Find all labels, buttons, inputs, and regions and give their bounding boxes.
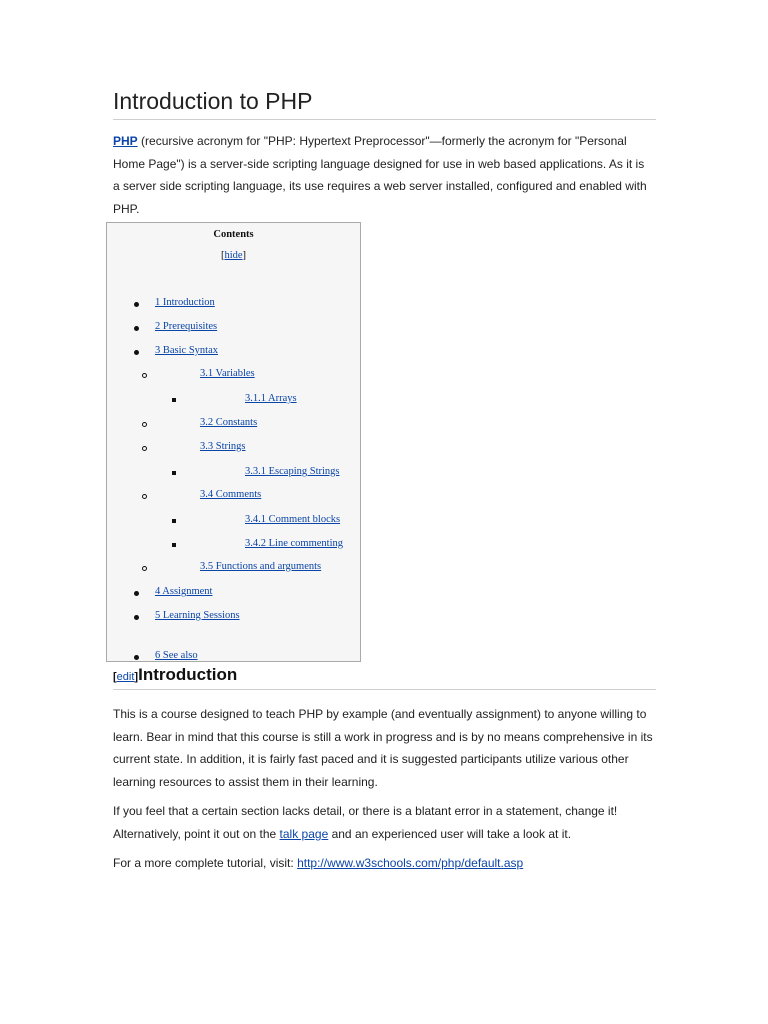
toc-item-link[interactable]: 3.4.1 Comment blocks — [245, 514, 341, 525]
toc-bullet-icon — [134, 615, 139, 620]
para2-text-before: If you feel that a certain section lacks detail, or there is a blatant error in a statement, change it! Alternatively, point it out on the — [113, 804, 618, 841]
toc-item-link[interactable]: 3.3 Strings — [200, 441, 246, 452]
toc-bullet-icon — [172, 519, 176, 523]
toc-title: Contents — [213, 229, 254, 240]
toc-item-link[interactable]: 3.2 Constants — [200, 417, 258, 428]
page-title: Introduction to PHP — [113, 88, 656, 120]
toc-bullet-icon — [134, 302, 139, 307]
lead-paragraph — [113, 130, 653, 221]
toc-hide-close: ] — [242, 250, 247, 261]
lead-text: (recursive acronym for "PHP: Hypertext Preprocessor"—formerly the acronym for "Personal Home Page") is a server-side scripting language designed for use in web based applications. As it is a server side scripting language, its use requires a web server installed, configured and enabled with PHP. — [113, 134, 647, 217]
toc-item-link[interactable]: 5 Learning Sessions — [155, 610, 240, 621]
intro-paragraph-3 — [113, 852, 655, 875]
php-link[interactable]: PHP — [113, 134, 138, 148]
intro-paragraph-1: This is a course designed to teach PHP by example (and eventually assignment) to anyone willing to learn. Bear in mind that this course is still a work in progress and is by no means comprehensive in its current state. In addition, it is fairly fast paced and it is suggested participants utilize various other learning resources to assist them in their learning. — [113, 707, 653, 790]
toc-bullet-icon — [134, 655, 139, 660]
toc-hide-link[interactable]: hide — [224, 250, 243, 261]
toc-item-link[interactable]: 3.4 Comments — [200, 489, 262, 500]
toc-bullet-icon — [172, 543, 176, 547]
toc-item-link[interactable]: 3.1 Variables — [200, 368, 255, 379]
para2-text-after: and an experienced user will take a look at it. — [328, 826, 572, 841]
toc-item-link[interactable]: 3.4.2 Line commenting — [245, 538, 343, 549]
edit-close: ] — [134, 671, 139, 683]
para3-text-before: For a more complete tutorial, visit: — [113, 856, 298, 870]
toc-bullet-icon — [142, 494, 147, 499]
toc-item-link[interactable]: 1 Introduction — [155, 297, 215, 308]
toc-item-link[interactable]: 3.5 Functions and arguments — [200, 561, 322, 572]
toc-item-link[interactable]: 3.3.1 Escaping Strings — [245, 466, 340, 477]
toc-hide-open: [ — [220, 250, 225, 261]
toc-hide-toggle — [107, 250, 360, 261]
toc-bullet-icon — [134, 350, 139, 355]
toc-item-link[interactable]: 3.1.1 Arrays — [245, 393, 297, 404]
table-of-contents — [106, 222, 361, 662]
toc-bullet-icon — [142, 566, 147, 571]
toc-item-link[interactable]: 2 Prerequisites — [155, 321, 218, 332]
toc-bullet-icon — [172, 471, 176, 475]
toc-bullet-icon — [134, 591, 139, 596]
toc-item-link[interactable]: 4 Assignment — [155, 586, 213, 597]
introduction-section-heading — [113, 665, 656, 690]
toc-bullet-icon — [172, 398, 176, 402]
toc-bullet-icon — [142, 373, 147, 378]
toc-bullet-icon — [134, 326, 139, 331]
edit-link[interactable]: edit — [116, 671, 135, 683]
edit-open: [ — [113, 671, 117, 683]
toc-bullet-icon — [142, 422, 147, 427]
w3schools-link[interactable]: http://www.w3schools.com/php/default.asp — [297, 856, 524, 870]
edit-section-link — [113, 671, 138, 683]
toc-item-link[interactable]: 6 See also — [155, 650, 198, 661]
toc-bullet-icon — [142, 446, 147, 451]
introduction-heading: Introduction — [138, 665, 238, 684]
intro-paragraph-2 — [113, 800, 655, 845]
toc-item-link[interactable]: 3 Basic Syntax — [155, 345, 218, 356]
talk-page-link[interactable]: talk page — [279, 826, 329, 841]
